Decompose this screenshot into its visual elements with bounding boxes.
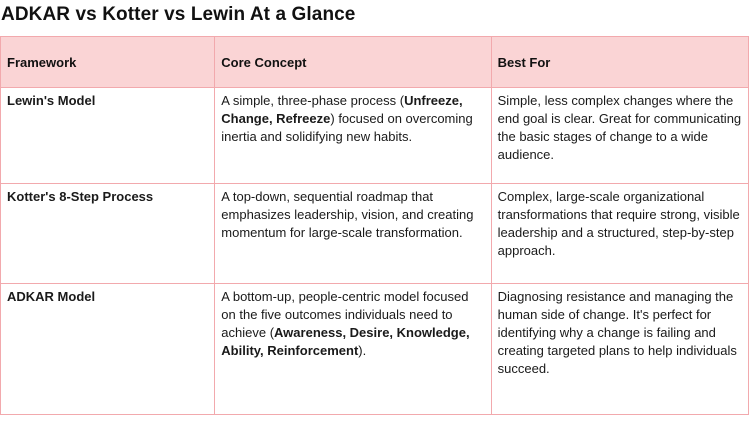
concept-text-end: ).: [358, 343, 367, 358]
framework-cell: Lewin's Model: [1, 88, 215, 184]
best-for-cell: Complex, large-scale organizational transformations that require strong, visible leadership and a structured, step-by-step approach.: [491, 184, 748, 284]
table-row: [1, 184, 749, 284]
table-row: [1, 284, 749, 415]
header-core-concept: Core Concept: [215, 37, 491, 88]
table-header-row: [1, 37, 749, 88]
concept-text: A bottom-up, people-centric model focused on the five outcomes individuals need to achieve (: [221, 289, 469, 340]
core-concept-cell: [215, 88, 491, 184]
core-concept-cell: [215, 184, 491, 284]
header-best-for: Best For: [491, 37, 748, 88]
best-for-cell: Diagnosing resistance and managing the human side of change. It's perfect for identifying why a change is failing and creating targeted plans to help individuals succeed.: [491, 284, 748, 415]
concept-emphasis: Awareness, Desire, Knowledge, Ability, Reinforcement: [221, 325, 470, 358]
concept-emphasis: Unfreeze, Change, Refreeze: [221, 93, 463, 126]
core-concept-cell: [215, 284, 491, 415]
framework-cell: ADKAR Model: [1, 284, 215, 415]
concept-text: A simple, three-phase process (: [221, 93, 405, 108]
concept-text-end: ) focused on overcoming inertia and solidifying new habits.: [221, 111, 473, 144]
page-title: ADKAR vs Kotter vs Lewin At a Glance: [1, 4, 356, 25]
best-for-cell: Simple, less complex changes where the end goal is clear. Great for communicating the basic stages of change to a wide audience.: [491, 88, 748, 184]
header-framework: Framework: [1, 37, 215, 88]
comparison-table: [0, 36, 749, 415]
concept-text: A top-down, sequential roadmap that emphasizes leadership, vision, and creating momentum for large-scale transformation.: [221, 189, 474, 240]
table-row: [1, 88, 749, 184]
framework-cell: Kotter's 8-Step Process: [1, 184, 215, 284]
